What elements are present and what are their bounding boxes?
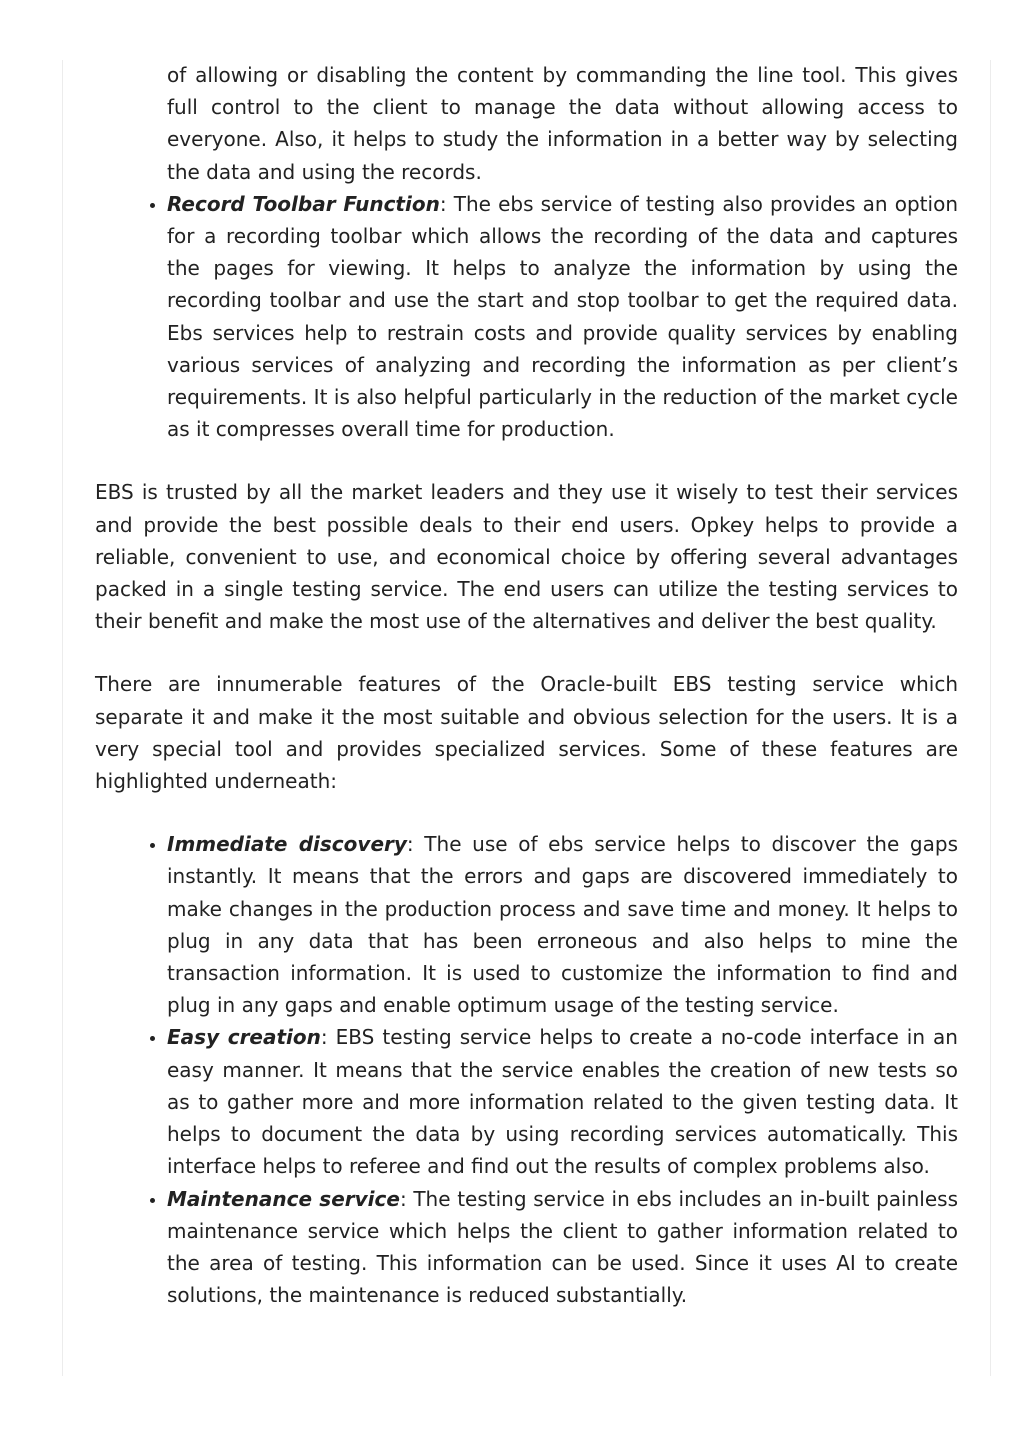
bullet-continuation (167, 59, 958, 188)
list-item (167, 1021, 958, 1182)
continuation-text: of allowing or disabling the content by commanding the line tool. This gives full control to the client to manage the data without allowing access to everyone. Also, it helps to study the information in a better way by selecting the data and using the records. (167, 63, 958, 184)
list-item-term: Record Toolbar Function (167, 191, 440, 216)
paragraph: EBS is trusted by all the market leaders and they use it wisely to test their services and provide the best possible deals to their end users. Opkey helps to provide a reliable, convenient to use, and economical choice by offering several advantages packed in a single testing service. The end users can utilize the testing services to their benefit and make the most use of the alternatives and deliver the best quality. (95, 480, 958, 634)
list-item-text: : EBS testing service helps to create a no-code interface in an easy manner. It means that the service enables the creation of new tests so as to gather more and more information related to the given testing data. It helps to document the data by using recording services automatically. This interface helps to referee and find out the results of complex problems also. (167, 1025, 958, 1179)
features-list (95, 828, 958, 1311)
list-item-text: : The ebs service of testing also provides an option for a recording toolbar which allows the recording of the data and captures the pages for viewing. It helps to analyze the information by using the recording toolbar and use the start and stop toolbar to get the required data. Ebs services help to restrain costs and provide quality services by enabling various services of analyzing and recording the information as per client’s requirements. It is also helpful particularly in the reduction of the market cycle as it compresses overall time for production. (167, 191, 958, 442)
paragraph: There are innumerable features of the Oracle-built EBS testing service which separate it and make it the most suitable and obvious selection for the users. It is a very special tool and provides specialized services. Some of these features are highlighted underneath: (95, 672, 958, 794)
list-item (167, 828, 958, 1021)
list-item (167, 1183, 958, 1312)
article-body (95, 59, 958, 1311)
list-item-text: : The use of ebs service helps to discover the gaps instantly. It means that the errors and gaps are discovered immediately to make changes in the production process and save time and money. It helps to plug in any data that has been erroneous and also helps to mine the transaction information. It is used to customize the information to find and plug in any gaps and enable optimum usage of the testing service. (167, 832, 958, 1018)
top-bullet-list-items (95, 188, 958, 446)
list-item-term: Maintenance service (167, 1186, 400, 1211)
list-item-term: Easy creation (167, 1025, 321, 1050)
list-item-term: Immediate discovery (167, 832, 407, 857)
list-item (167, 188, 958, 446)
list-item-text: : The testing service in ebs includes an in-built painless maintenance service which helps the client to gather information related to the area of testing. This information can be used. Since it uses AI to create solutions, the maintenance is reduced substantially. (167, 1186, 958, 1308)
top-bullet-list (95, 59, 958, 188)
